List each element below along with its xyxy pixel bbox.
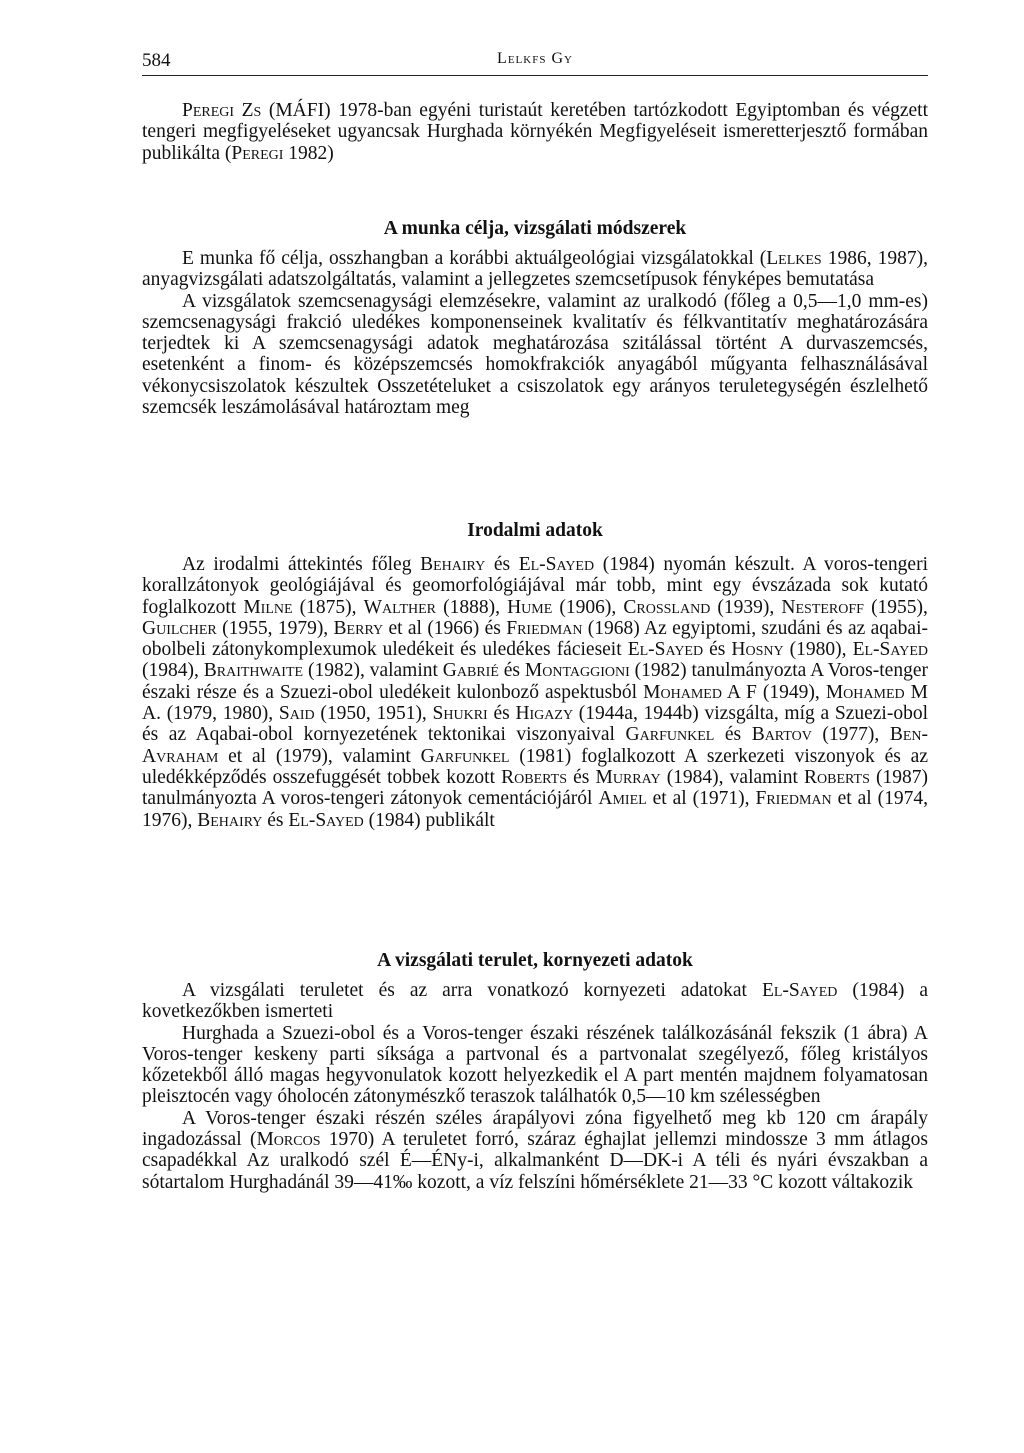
author-ref: Nesteroff	[781, 596, 864, 618]
author-ref: Guilcher	[142, 617, 217, 639]
author-ref: Behairy	[420, 554, 486, 575]
section-study-area	[142, 980, 928, 1193]
author-ref: Crossland	[623, 596, 711, 618]
author-ref: Garfunkel	[420, 745, 510, 767]
section-heading: Irodalmi adatok	[467, 520, 603, 541]
author-ref: Morcos	[256, 1129, 321, 1151]
author-ref: Behairy	[197, 809, 263, 831]
author-ref: Hosny	[731, 639, 784, 661]
author-ref: Friedman	[755, 788, 832, 810]
author-ref: Mohamed A F	[643, 681, 757, 703]
paragraph: A vizsgálatok szemcsenagysági elemzésekre, valamint az uralkodó (főleg a 0,5—1,0 mm-es) szemcsenagysági frakció uledékes komponenseinek kvalitatív és félkvantitatív meghatározására terjedtek ki A szemcsenagysági adatok meghatározása szitálással történt A durvaszemcsés, esetenként a finom- és középszemcsés homokfrakciók anyagából műgyanta felhasználásával vékonycsiszolatok készultek Osszetételuket a csiszolatok egy arányos teruletegységén észlelhető szemcsék leszámolásával határoztam meg	[142, 290, 928, 419]
intro-paragraph: Peregi Zs (MÁFI) 1978-ban egyéni turistaút keretében tartózkodott Egyiptomban és végzett tengeri megfigyeléseket ugyancsak Hurghada környékén Megfigyeléseit ismeretterjesztő formában publikálta (Peregi 1982)	[142, 100, 928, 164]
author-ref: Milne	[243, 596, 293, 618]
running-head: Lelkfs Gy	[497, 50, 573, 67]
author-ref: Murray	[595, 766, 661, 788]
author-ref: El-Sayed	[852, 639, 928, 661]
author-ref: Higazy	[515, 703, 574, 725]
author-ref: Peregi	[231, 142, 284, 164]
author-ref: Mohamed M A.	[142, 681, 929, 725]
author-ref: Bartov	[751, 724, 812, 746]
author-ref: El-Sayed	[627, 639, 704, 661]
author-ref: Gabrié	[442, 660, 499, 682]
section-methods	[142, 248, 928, 418]
author-ref: Shukri	[432, 703, 488, 725]
author-ref: Montaggioni	[524, 660, 630, 682]
author-ref: Friedman	[506, 617, 583, 639]
header-rule	[142, 75, 928, 76]
author-ref: Hume	[507, 596, 553, 618]
author-ref: El-Sayed	[518, 554, 595, 575]
section-heading: A vizsgálati terulet, kornyezeti adatok	[377, 950, 693, 971]
author-ref: El-Sayed	[761, 980, 838, 1001]
section-literature	[142, 554, 928, 831]
author-ref: Ben-Avraham	[142, 724, 928, 767]
author-ref: Amiel	[598, 788, 647, 810]
author-ref: Roberts	[501, 766, 567, 788]
author-ref: Berry	[333, 617, 384, 639]
author-ref: Roberts	[804, 766, 870, 788]
author-ref: Garfunkel	[625, 724, 715, 746]
author-ref: El-Sayed	[288, 809, 364, 831]
author-ref: Braithwaite	[203, 660, 304, 682]
paragraph: E munka fő célja, osszhangban a korábbi aktuálgeológiai vizsgálatokkal (Lelkes 1986, 1987), anyagvizsgálati adatszolgáltatás, valamint a jellegzetes szemcsetípusok fényképes bemutatása	[142, 248, 928, 291]
page-header	[142, 46, 928, 76]
paragraph: Az irodalmi áttekintés főleg Behairy és El-Sayed (1984) nyomán készult. A voros-tengeri korallzátonyok geológiájával és geomorfológiájával már tobb, mint egy évszázada sok kutató foglalkozott Milne (1875), Walther (1888), Hume (1906), Crossland (1939), Nesteroff (1955), Guilcher (1955, 1979), Berry et al (1966) és Friedman (1968) Az egyiptomi, szudáni és az aqabai-obolbeli zátonykomplexumok uledékeit és uledékes fácieseit El-Sayed és Hosny (1980), El-Sayed (1984), Braithwaite (1982), valamint Gabrié és Montaggioni (1982) tanulmányozta A Voros-tenger északi része és a Szuezi-obol uledékeit kulonboző aspektusból Mohamed A F (1949), Mohamed M A. (1979, 1980), Said (1950, 1951), Shukri és Higazy (1944a, 1944b) vizsgálta, míg a Szuezi-obol és az Aqabai-obol kornyezetének tektonikai viszonyaival Garfunkel és Bartov (1977), Ben-Avraham et al (1979), valamint Garfunkel (1981) foglalkozott A szerkezeti viszonyok és az uledékképződés osszefuggését tobbek kozott Roberts és Murray (1984), valamint Roberts (1987) tanulmányozta A voros-tengeri zátonyok cementációjáról Amiel et al (1971), Friedman et al (1974, 1976), Behairy és El-Sayed (1984) publikált	[142, 554, 929, 831]
page-number: 584	[142, 50, 171, 71]
author-ref: Walther	[363, 596, 436, 618]
section-heading: A munka célja, vizsgálati módszerek	[383, 218, 687, 239]
paragraph: A vizsgálati teruletet és az arra vonatkozó kornyezeti adatokat El-Sayed (1984) a kovetkezőkben ismerteti	[142, 980, 928, 1023]
author-ref: Lelkes	[766, 248, 822, 269]
author-ref: Peregi Zs	[182, 100, 262, 121]
author-ref: Said	[278, 703, 315, 725]
paragraph: A Voros-tenger északi részén széles árapályovi zóna figyelhető meg kb 120 cm árapály ingadozással (Morcos 1970) A teruletet forró, száraz éghajlat jellemzi mindossze 3 mm átlagos csapadékkal Az uralkodó szél É—ÉNy-i, alkalmanként D—DK-i A téli és nyári évszakban a sótartalom Hurghadánál 39—41‰ kozott, a víz felszíni hőmérséklete 21—33 °C kozott váltakozik	[142, 1107, 928, 1193]
paragraph: Hurghada a Szuezi-obol és a Voros-tenger északi részének találkozásánál fekszik (1 ábra) A Voros-tenger keskeny parti síksága a partvonal és a partvonalat szegélyező, főleg kristályos kőzetekből álló magas hegyvonulatok kozott helyezkedik el A part mentén majdnem folyamatosan pleisztocén vagy óholocén zátonymészkő teraszok találhatók 0,5—10 km szélességben	[142, 1022, 928, 1108]
